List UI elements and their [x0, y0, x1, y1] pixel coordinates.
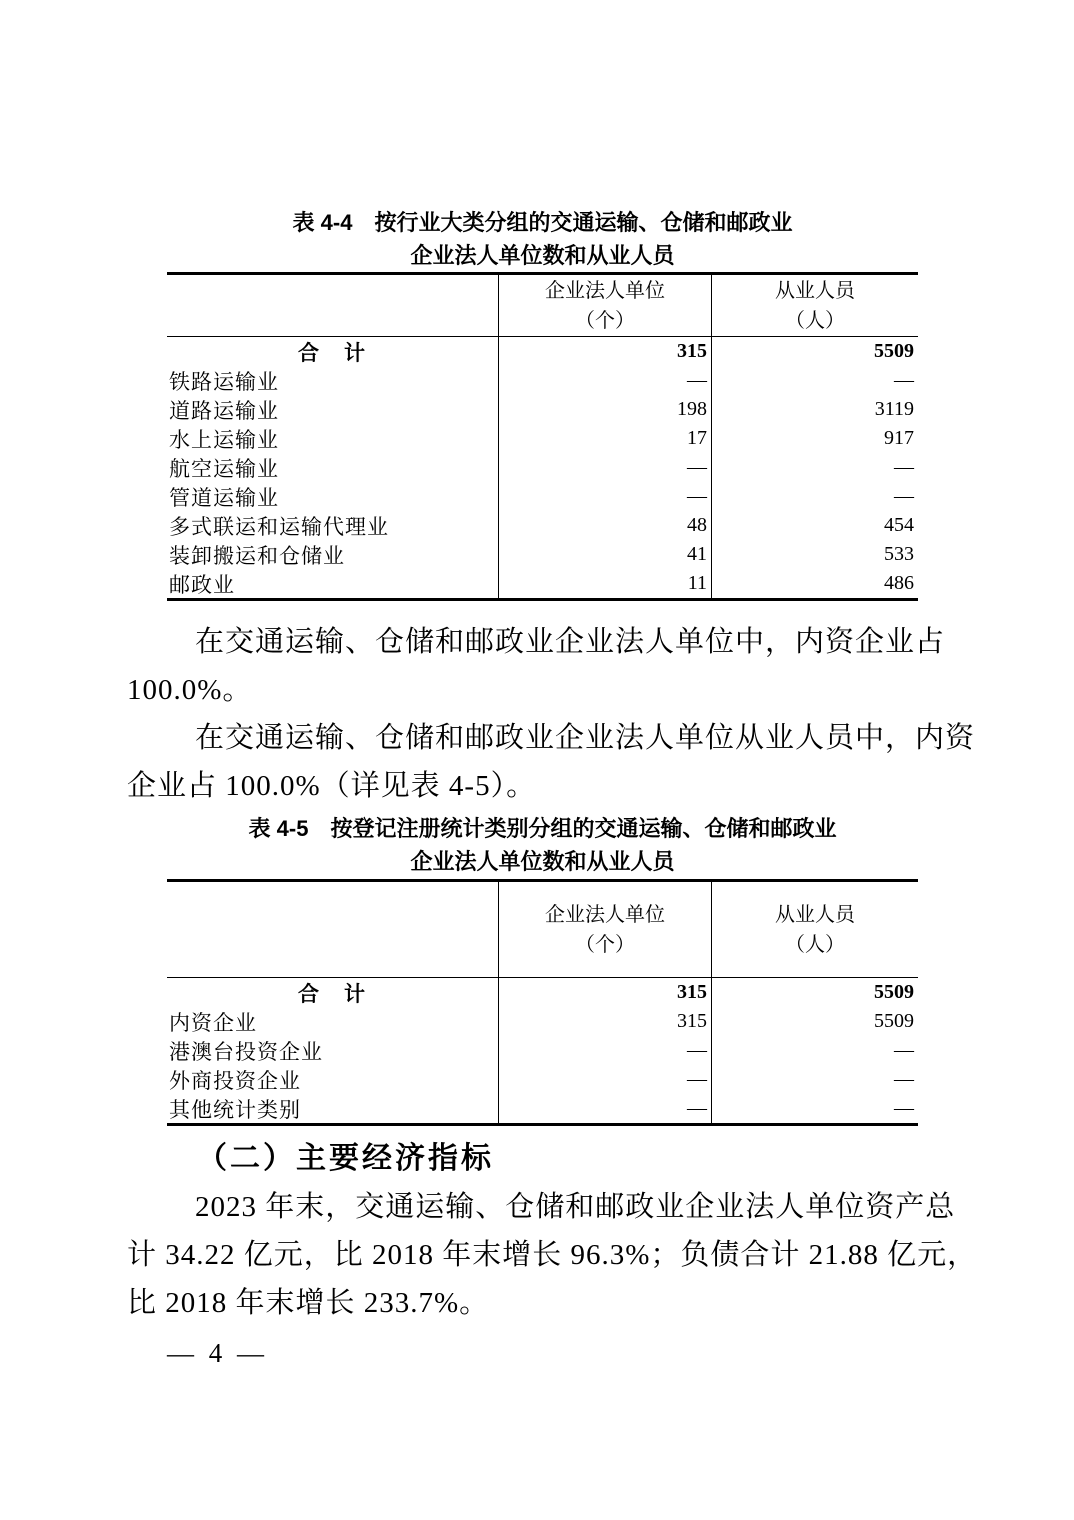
row-persons-value: 533 — [711, 540, 918, 569]
row-units-value: 11 — [498, 569, 711, 598]
row-units-value: 315 — [498, 337, 711, 366]
row-units-value: — — [498, 366, 711, 395]
row-units-value: — — [498, 482, 711, 511]
row-units-value: 315 — [498, 978, 711, 1007]
paragraph-line: 2023 年末，交通运输、仓储和邮政业企业法人单位资产总 — [195, 1191, 956, 1223]
row-persons-value: 5509 — [711, 337, 918, 366]
row-persons-value: 5509 — [711, 978, 918, 1007]
row-units-value: 17 — [498, 424, 711, 453]
table44-header-persons-line2: （人） — [785, 309, 845, 332]
row-label: 管道运输业 — [169, 485, 279, 510]
table44-caption-line1: 表 4-4 按行业大类分组的交通运输、仓储和邮政业 — [292, 210, 793, 235]
row-label: 航空运输业 — [169, 456, 279, 481]
row-label: 港澳台投资企业 — [169, 1039, 323, 1064]
table45-caption — [167, 812, 918, 878]
table44-caption-line2: 企业法人单位数和从业人员 — [410, 243, 675, 268]
row-label: 合 计 — [298, 981, 367, 1006]
row-label: 铁路运输业 — [169, 369, 279, 394]
table-row — [167, 453, 918, 482]
table-row — [167, 424, 918, 453]
table44-header-row — [167, 275, 918, 337]
row-label: 邮政业 — [169, 572, 235, 597]
row-label: 合 计 — [298, 340, 367, 365]
row-persons-value: — — [711, 482, 918, 511]
paragraph-line: 在交通运输、仓储和邮政业企业法人单位从业人员中，内资 — [195, 722, 976, 754]
paragraph-line: 在交通运输、仓储和邮政业企业法人单位中，内资企业占 — [195, 626, 946, 658]
row-label: 装卸搬运和仓储业 — [169, 543, 345, 568]
row-label: 其他统计类别 — [169, 1097, 301, 1122]
table44-header-empty-cell — [167, 275, 498, 336]
table45-caption-line2: 企业法人单位数和从业人员 — [410, 849, 675, 874]
row-units-value: — — [498, 1036, 711, 1065]
table45-header-units-line1: 企业法人单位 — [545, 903, 665, 926]
table44-header-units — [498, 275, 711, 336]
paragraph-line: 100.0%。 — [127, 674, 253, 706]
table-row — [167, 1094, 918, 1123]
table44-header-units-line2: （个） — [575, 309, 635, 332]
page-number: — 4 — — [167, 1338, 268, 1368]
row-units-value: 48 — [498, 511, 711, 540]
table45-header-persons — [711, 882, 918, 977]
row-persons-value: 3119 — [711, 395, 918, 424]
table44-header-units-line1: 企业法人单位 — [545, 279, 665, 302]
paragraph-economic-indicators — [127, 1183, 978, 1327]
row-label: 内资企业 — [169, 1010, 257, 1035]
row-persons-value: 454 — [711, 511, 918, 540]
table-row — [167, 978, 918, 1007]
table45-header-units-line2: （个） — [575, 933, 635, 956]
table45-header-persons-line1: 从业人员 — [775, 903, 855, 926]
row-label: 道路运输业 — [169, 398, 279, 423]
table-row — [167, 395, 918, 424]
table45-header-units — [498, 882, 711, 977]
paragraph-line: 企业占 100.0%（详见表 4-5）。 — [127, 770, 537, 802]
row-label: 多式联运和运输代理业 — [169, 514, 389, 539]
table45-header-row — [167, 882, 918, 978]
section-heading-economic-indicators: （二）主要经济指标 — [197, 1142, 494, 1175]
table45-header-persons-line2: （人） — [785, 933, 845, 956]
paragraph-domestic-persons — [127, 714, 976, 810]
table45-caption-line1: 表 4-5 按登记注册统计类别分组的交通运输、仓储和邮政业 — [248, 816, 837, 841]
paragraph-line: 计 34.22 亿元，比 2018 年末增长 96.3%；负债合计 21.88 亿元， — [127, 1239, 978, 1271]
table-row — [167, 1036, 918, 1065]
table-row — [167, 540, 918, 569]
table-row — [167, 366, 918, 395]
row-persons-value: 917 — [711, 424, 918, 453]
table-row — [167, 1065, 918, 1094]
table-row — [167, 511, 918, 540]
table-row — [167, 569, 918, 598]
table-row — [167, 1007, 918, 1036]
table44-header-persons-line1: 从业人员 — [775, 279, 855, 302]
row-units-value: 41 — [498, 540, 711, 569]
row-persons-value: — — [711, 1036, 918, 1065]
table-4-4 — [167, 272, 918, 601]
paragraph-line: 比 2018 年末增长 233.7%。 — [127, 1287, 490, 1319]
row-persons-value: — — [711, 366, 918, 395]
table44-caption — [167, 206, 918, 272]
row-units-value: 198 — [498, 395, 711, 424]
row-units-value: — — [498, 453, 711, 482]
table-4-5 — [167, 879, 918, 1126]
row-units-value: — — [498, 1094, 711, 1123]
row-units-value: — — [498, 1065, 711, 1094]
table-row — [167, 337, 918, 366]
row-persons-value: 5509 — [711, 1007, 918, 1036]
row-persons-value: — — [711, 1094, 918, 1123]
table44-header-persons — [711, 275, 918, 336]
paragraph-domestic-units — [127, 618, 947, 714]
table-row — [167, 482, 918, 511]
table45-header-empty-cell — [167, 882, 498, 977]
row-label: 水上运输业 — [169, 427, 279, 452]
row-persons-value: 486 — [711, 569, 918, 598]
row-persons-value: — — [711, 1065, 918, 1094]
row-label: 外商投资企业 — [169, 1068, 301, 1093]
row-units-value: 315 — [498, 1007, 711, 1036]
row-persons-value: — — [711, 453, 918, 482]
